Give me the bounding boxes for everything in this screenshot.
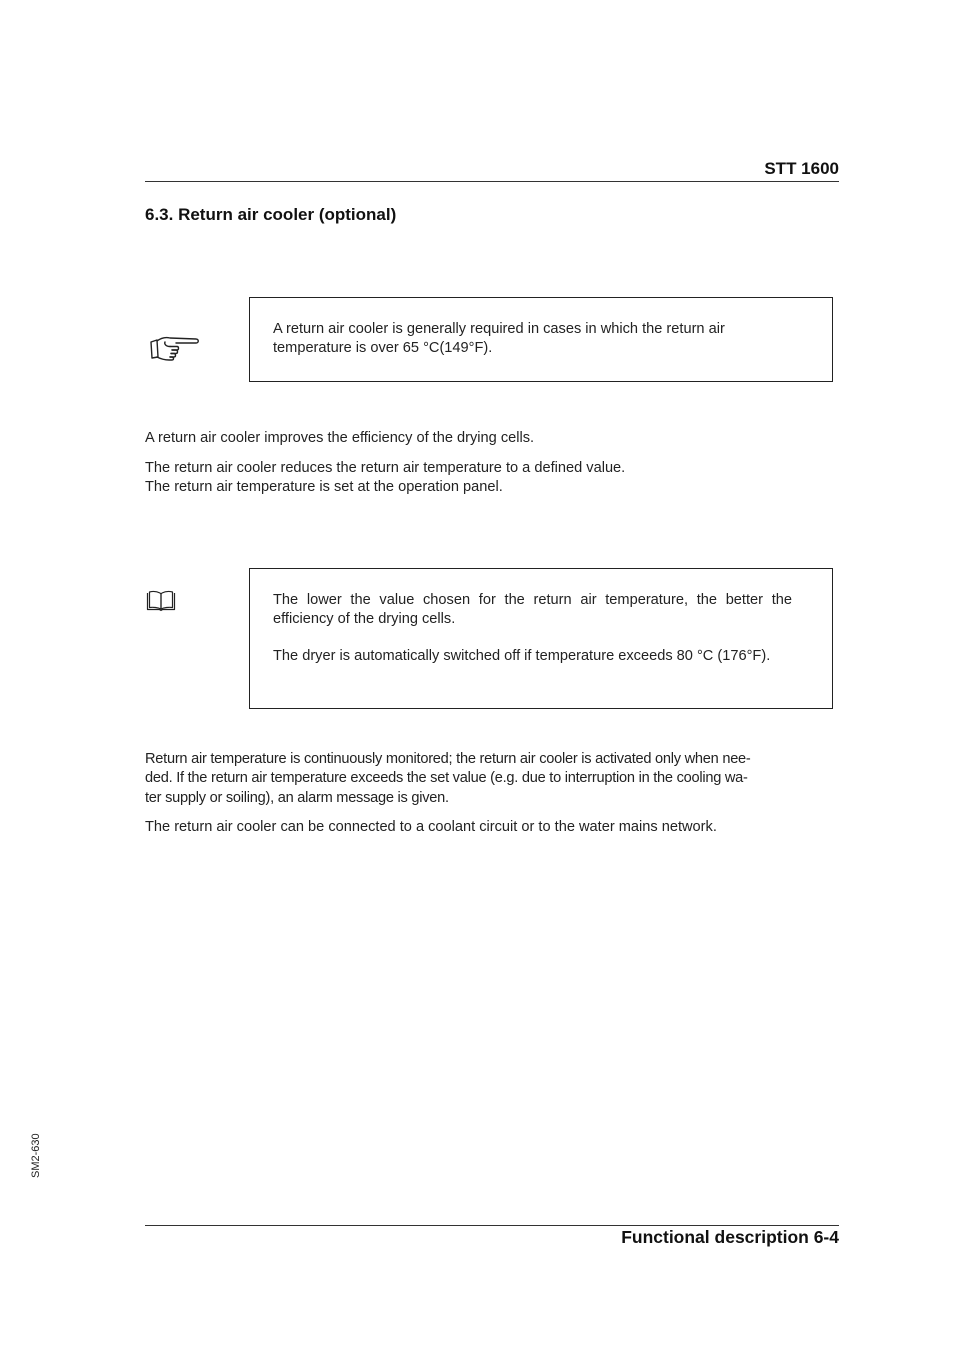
- note-box-requirement: [249, 297, 833, 382]
- paragraph-line: ter supply or soiling), an alarm message is given.: [145, 789, 449, 806]
- document-title: STT 1600: [764, 159, 839, 178]
- footer-divider: [145, 1225, 839, 1226]
- paragraph-efficiency: A return air cooler improves the efficiency of the drying cells.: [145, 430, 535, 446]
- paragraph-line: Return air temperature is continuously monitored; the return air cooler is activated only when nee-: [145, 751, 751, 767]
- note-text: A return air cooler is generally required in cases in which the return air temperature is over 65 °C(149°F).: [273, 321, 725, 356]
- note-box-reference: [249, 568, 833, 709]
- note-paragraph: The dryer is automatically switched off if temperature exceeds 80 °C (176°F).: [273, 648, 771, 664]
- footer-title: Functional description 6-4: [621, 1227, 839, 1247]
- section-heading: 6.3. Return air cooler (optional): [145, 205, 397, 224]
- pointing-hand-icon: [148, 333, 202, 365]
- paragraph-temperature: [145, 459, 839, 498]
- paragraph-line: ded. If the return air temperature exceeds the set value (e.g. due to interruption in the cooling wa-: [145, 770, 748, 787]
- header-divider: [145, 181, 839, 182]
- paragraph-monitoring: [145, 750, 839, 808]
- paragraph-connection: The return air cooler can be connected to a coolant circuit or to the water mains network.: [145, 819, 717, 835]
- open-book-icon: [146, 590, 176, 612]
- note-paragraph: The lower the value chosen for the return air temperature, the better the efficiency of the drying cells.: [273, 592, 792, 627]
- document-code: SM2-630: [30, 1133, 42, 1178]
- paragraph-line: The return air temperature is set at the operation panel.: [145, 479, 503, 496]
- paragraph-line: The return air cooler reduces the return air temperature to a defined value.: [145, 460, 626, 476]
